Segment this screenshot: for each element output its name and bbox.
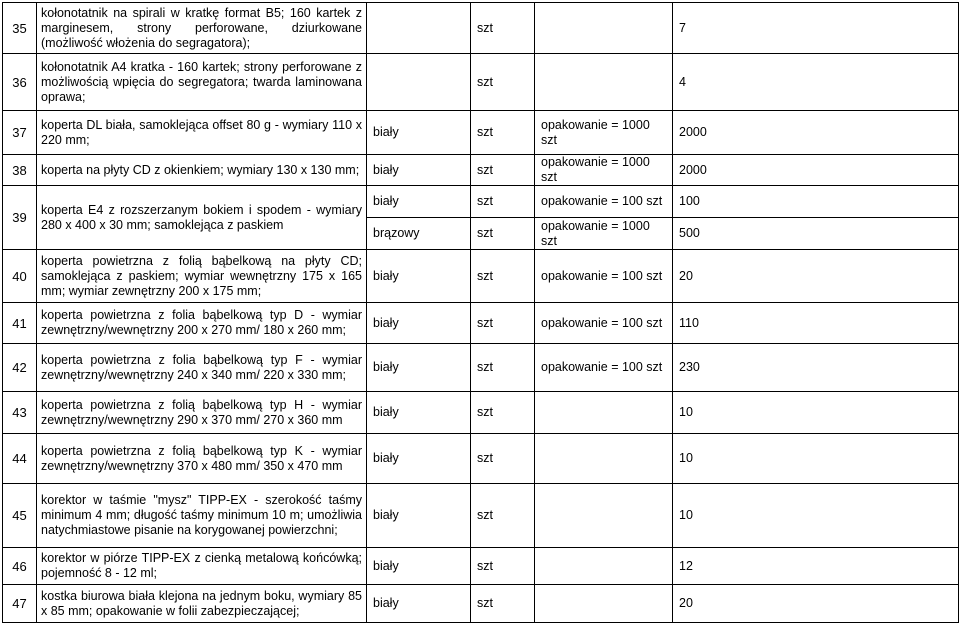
table-row — [3, 303, 959, 344]
item-color: biały — [367, 303, 471, 344]
item-color — [367, 3, 471, 54]
row-number: 43 — [3, 392, 37, 434]
item-package: opakowanie = 1000 szt — [535, 155, 673, 186]
row-number: 44 — [3, 434, 37, 484]
item-unit: szt — [471, 303, 535, 344]
item-unit: szt — [471, 186, 535, 218]
item-quantity: 110 — [673, 303, 959, 344]
item-color: biały — [367, 155, 471, 186]
item-description: koperta powietrzna z folia bąbelkową typ D - wymiar zewnętrzny/wewnętrzny 200 x 270 mm/ 180 x 260 mm; — [37, 303, 367, 344]
item-color: brązowy — [367, 218, 471, 250]
item-quantity: 230 — [673, 344, 959, 392]
item-unit: szt — [471, 111, 535, 155]
row-number: 40 — [3, 250, 37, 303]
item-color: biały — [367, 484, 471, 548]
item-description: korektor w taśmie "mysz" TIPP-EX - szerokość taśmy minimum 4 mm; długość taśmy minimum 10 m; umożliwia natychmiastowe pisanie na korygowanej powierzchni; — [37, 484, 367, 548]
item-package: opakowanie = 1000 szt — [535, 111, 673, 155]
item-unit: szt — [471, 155, 535, 186]
item-package — [535, 3, 673, 54]
item-quantity: 10 — [673, 392, 959, 434]
item-color: biały — [367, 585, 471, 623]
item-description: koperta na płyty CD z okienkiem; wymiary 130 x 130 mm; — [37, 155, 367, 186]
row-number: 41 — [3, 303, 37, 344]
row-number: 38 — [3, 155, 37, 186]
item-description: kostka biurowa biała klejona na jednym boku, wymiary 85 x 85 mm; opakowanie w folii zabezpieczającej; — [37, 585, 367, 623]
item-package: opakowanie = 100 szt — [535, 344, 673, 392]
item-description: korektor w piórze TIPP-EX z cienką metalową końcówką; pojemność 8 - 12 ml; — [37, 548, 367, 585]
item-unit: szt — [471, 344, 535, 392]
item-color — [367, 54, 471, 111]
table-row — [3, 3, 959, 54]
item-quantity: 20 — [673, 585, 959, 623]
item-color: biały — [367, 548, 471, 585]
item-package — [535, 392, 673, 434]
item-unit: szt — [471, 250, 535, 303]
item-package: opakowanie = 100 szt — [535, 303, 673, 344]
item-description: koperta powietrzna z folią bąbelkową typ K - wymiar zewnętrzny/wewnętrzny 370 x 480 mm/ 350 x 470 mm — [37, 434, 367, 484]
item-color: biały — [367, 111, 471, 155]
row-number: 37 — [3, 111, 37, 155]
table-row — [3, 484, 959, 548]
item-unit: szt — [471, 392, 535, 434]
row-number: 47 — [3, 585, 37, 623]
item-description: koperta powietrzna z folią bąbelkową na płyty CD; samoklejąca z paskiem; wymiar wewnętrzny 175 x 165 mm; wymiar zewnętrzny 200 x 175 mm; — [37, 250, 367, 303]
row-number: 45 — [3, 484, 37, 548]
table-row — [3, 111, 959, 155]
table-row — [3, 585, 959, 623]
table-row — [3, 250, 959, 303]
row-number: 42 — [3, 344, 37, 392]
item-package — [535, 585, 673, 623]
item-color: biały — [367, 186, 471, 218]
item-description: koperta powietrzna z folia bąbelkową typ F - wymiar zewnętrzny/wewnętrzny 240 x 340 mm/ 220 x 330 mm; — [37, 344, 367, 392]
item-color: biały — [367, 434, 471, 484]
item-unit: szt — [471, 585, 535, 623]
table-row — [3, 434, 959, 484]
table-row — [3, 344, 959, 392]
item-package — [535, 548, 673, 585]
product-table — [2, 2, 959, 623]
item-quantity: 2000 — [673, 155, 959, 186]
row-number: 46 — [3, 548, 37, 585]
table-row — [3, 155, 959, 186]
item-unit: szt — [471, 218, 535, 250]
item-quantity: 4 — [673, 54, 959, 111]
item-package — [535, 484, 673, 548]
item-quantity: 12 — [673, 548, 959, 585]
item-quantity: 20 — [673, 250, 959, 303]
item-color: biały — [367, 250, 471, 303]
item-package: opakowanie = 100 szt — [535, 250, 673, 303]
item-quantity: 7 — [673, 3, 959, 54]
item-unit: szt — [471, 3, 535, 54]
item-description: koperta DL biała, samoklejąca offset 80 g - wymiary 110 x 220 mm; — [37, 111, 367, 155]
item-package: opakowanie = 1000 szt — [535, 218, 673, 250]
item-description: koperta powietrzna z folią bąbelkową typ H - wymiar zewnętrzny/wewnętrzny 290 x 370 mm/ 270 x 360 mm — [37, 392, 367, 434]
item-package: opakowanie = 100 szt — [535, 186, 673, 218]
item-unit: szt — [471, 434, 535, 484]
item-quantity: 500 — [673, 218, 959, 250]
item-color: biały — [367, 344, 471, 392]
item-package — [535, 434, 673, 484]
item-quantity: 2000 — [673, 111, 959, 155]
table-row — [3, 54, 959, 111]
table-row — [3, 548, 959, 585]
item-unit: szt — [471, 54, 535, 111]
item-unit: szt — [471, 484, 535, 548]
row-number: 39 — [3, 186, 37, 250]
row-number: 35 — [3, 3, 37, 54]
item-package — [535, 54, 673, 111]
item-description: koperta E4 z rozszerzanym bokiem i spodem - wymiary 280 x 400 x 30 mm; samoklejąca z paskiem — [37, 186, 367, 250]
item-description: kołonotatnik na spirali w kratkę format B5; 160 kartek z marginesem, strony perforowane, dziurkowane (możliwość włożenia do segragatora); — [37, 3, 367, 54]
item-quantity: 10 — [673, 484, 959, 548]
table-row — [3, 392, 959, 434]
row-number: 36 — [3, 54, 37, 111]
table-row — [3, 186, 959, 218]
item-color: biały — [367, 392, 471, 434]
item-quantity: 100 — [673, 186, 959, 218]
item-description: kołonotatnik A4 kratka - 160 kartek; strony perforowane z możliwością wpięcia do segregatora; twarda laminowana oprawa; — [37, 54, 367, 111]
item-unit: szt — [471, 548, 535, 585]
item-quantity: 10 — [673, 434, 959, 484]
